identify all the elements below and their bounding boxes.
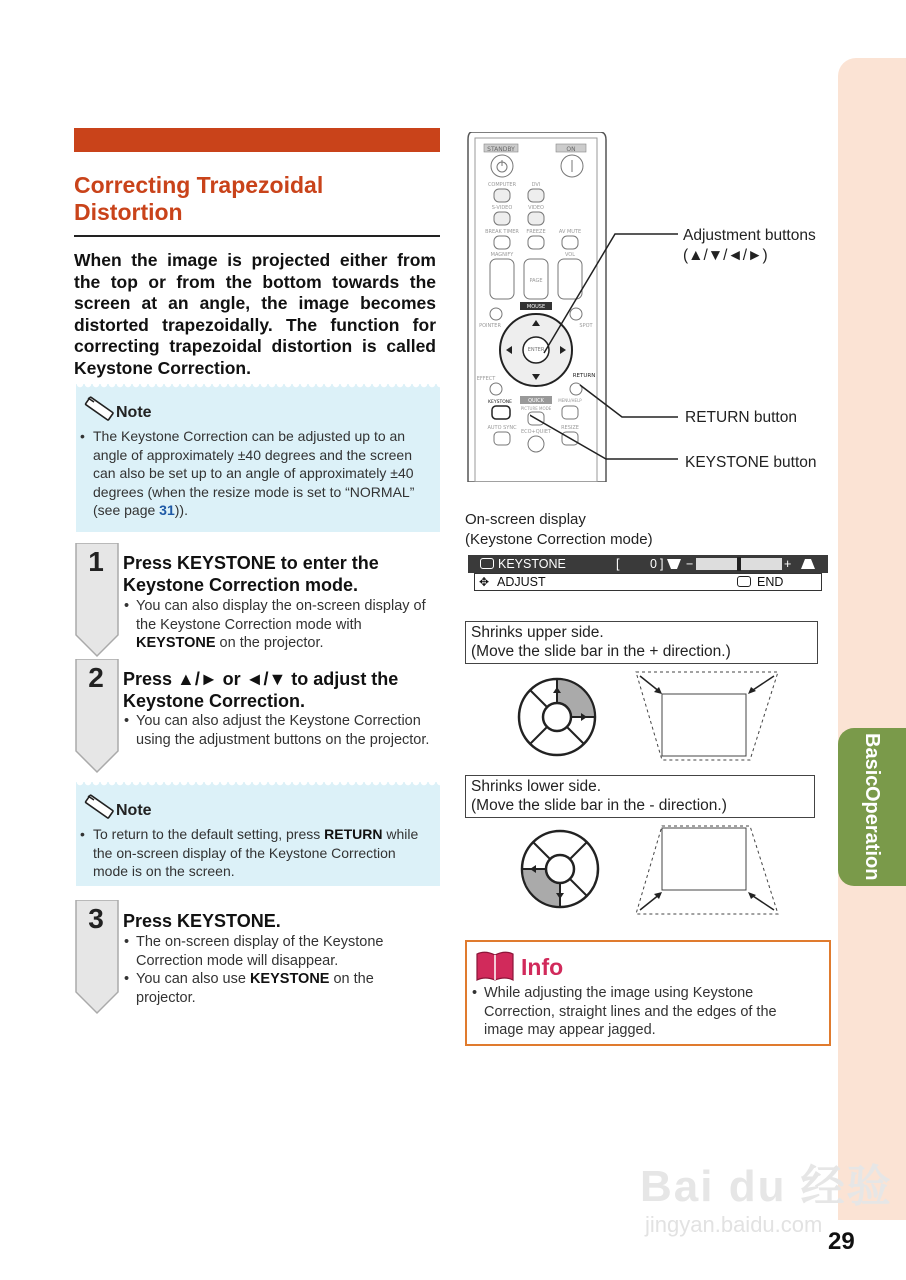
step-2-body: • You can also adjust the Keystone Correction using the adjustment buttons on the projector. xyxy=(124,713,430,748)
svg-text:FREEZE: FREEZE xyxy=(526,229,546,235)
page-title xyxy=(74,172,440,226)
cross-arrows-icon: ✥ xyxy=(479,575,490,589)
osd-keystone-row: KEYSTONE [ 0 ] − + xyxy=(468,555,828,573)
intro-paragraph: When the image is projected either from the top or from the bottom towards the screen at an angle, the image becomes distorted trapezoidally. The function for correcting trapezoidal distortion is called Keystone Correction. xyxy=(74,250,436,378)
svg-text:MAGNIFY: MAGNIFY xyxy=(490,252,514,258)
step-3-title: Press KEYSTONE. xyxy=(123,911,281,931)
svg-text:S-VIDEO: S-VIDEO xyxy=(491,205,513,211)
pencil-icon xyxy=(82,792,118,822)
callout-lines xyxy=(527,225,680,470)
keystone-icon xyxy=(480,558,494,569)
svg-text:MENU/HELP: MENU/HELP xyxy=(558,398,582,403)
note-text-a: The Keystone Correction can be adjusted up to an angle of approximately ±40 degrees and the screen can also be set up to an angle of approximately ±40 degrees (when the resize mode is set to “NORMAL” (see page xyxy=(93,428,415,518)
svg-text:ECO+QUIET: ECO+QUIET xyxy=(520,429,552,435)
info-text: • While adjusting the image using Keystone Correction, straight lines and the edges of the image may appear jagged. xyxy=(472,985,777,1038)
osd-hint-row: ✥ ADJUST END xyxy=(474,573,822,591)
svg-text:EFFECT: EFFECT xyxy=(476,376,496,382)
note-bullet: • xyxy=(80,428,85,444)
keystone-icon xyxy=(737,576,751,587)
callout-return-button: RETURN button xyxy=(685,409,797,426)
note-box-2 xyxy=(76,782,440,886)
step-3-number: 3 xyxy=(88,903,104,934)
callout-keystone-button: KEYSTONE button xyxy=(685,454,817,471)
svg-text:COMPUTER: COMPUTER xyxy=(487,182,517,188)
svg-text:RESIZE: RESIZE xyxy=(561,425,579,431)
page-title-line2: Distortion xyxy=(74,199,183,225)
info-box xyxy=(465,940,831,1046)
callout-adjustment-buttons: Adjustment buttons (▲/▼/◄/►) xyxy=(683,227,816,264)
page-ref-link[interactable]: 31 xyxy=(159,502,175,518)
note-text xyxy=(80,427,431,520)
page-number: 29 xyxy=(828,1228,855,1255)
page-title-line1: Correcting Trapezoidal xyxy=(74,172,324,198)
section-tab[interactable] xyxy=(838,728,906,886)
shrink-lower-icon xyxy=(800,558,816,570)
svg-text:QUICK: QUICK xyxy=(528,398,544,404)
section-tab-line1: Basic xyxy=(861,733,883,787)
section-tab-line2: Operation xyxy=(861,786,883,881)
note-text: • To return to the default setting, press RETURN while the on-screen display of the Keystone Correction mode is on the screen. xyxy=(80,826,419,879)
svg-text:ON: ON xyxy=(566,146,576,153)
book-icon xyxy=(475,950,515,982)
svg-text:PAGE: PAGE xyxy=(529,278,543,284)
dpad-up-right-icon xyxy=(516,676,598,758)
svg-text:AV MUTE: AV MUTE xyxy=(558,229,582,235)
svg-text:SPOT: SPOT xyxy=(579,323,593,329)
svg-text:MOUSE: MOUSE xyxy=(526,304,546,310)
svg-text:POINTER: POINTER xyxy=(479,323,501,329)
osd-keystone-label: KEYSTONE xyxy=(498,557,566,571)
info-heading: Info xyxy=(521,954,564,980)
svg-text:BREAK TIMER: BREAK TIMER xyxy=(485,229,519,235)
osd-panel xyxy=(468,555,828,591)
watermark-brand: Bai du 经验 xyxy=(640,1162,893,1211)
keystone-slider[interactable] xyxy=(696,558,782,570)
svg-text:RETURN: RETURN xyxy=(572,373,596,379)
title-bar xyxy=(74,128,440,152)
osd-keystone-value: 0 xyxy=(650,557,657,571)
svg-text:ENTER: ENTER xyxy=(527,347,545,353)
pencil-icon xyxy=(82,394,118,424)
note-heading: Note xyxy=(116,802,152,819)
svg-text:VIDEO: VIDEO xyxy=(528,205,544,211)
trapezoid-lower-diagram xyxy=(632,824,782,918)
step-1-number: 1 xyxy=(88,546,104,577)
note-heading: Note xyxy=(116,404,152,421)
title-rule xyxy=(74,235,440,237)
step-1-title: Press KEYSTONE to enter the Keystone Correction mode. xyxy=(123,553,379,595)
shrink-upper-icon xyxy=(666,558,682,570)
watermark-url: jingyan.baidu.com xyxy=(645,1212,823,1237)
shrink-upper-label: Shrinks upper side. (Move the slide bar in the + direction.) xyxy=(465,621,818,664)
step-2-number: 2 xyxy=(88,662,104,693)
slider-thumb[interactable] xyxy=(737,557,741,571)
svg-text:AUTO SYNC: AUTO SYNC xyxy=(487,425,517,431)
step-2-title: Press ▲/► or ◄/▼ to adjust the Keystone Correction. xyxy=(123,669,399,711)
step-1-body: • You can also display the on-screen display of the Keystone Correction mode with KEYSTONE on the projector. xyxy=(124,598,426,651)
svg-text:KEYSTONE: KEYSTONE xyxy=(488,400,512,405)
step-3-body: • The on-screen display of the Keystone Correction mode will disappear. • You can also use KEYSTONE on the projector. xyxy=(124,934,384,1006)
osd-caption: On-screen display (Keystone Correction mode) xyxy=(465,511,653,548)
shrink-lower-label: Shrinks lower side. (Move the slide bar in the - direction.) xyxy=(465,775,815,818)
svg-text:DVI: DVI xyxy=(531,182,541,188)
trapezoid-upper-diagram xyxy=(632,668,782,762)
svg-text:PICTURE MODE: PICTURE MODE xyxy=(520,406,552,411)
note-text-b: )). xyxy=(174,502,188,518)
dpad-down-left-icon xyxy=(519,828,601,910)
svg-text:VOL: VOL xyxy=(564,252,576,258)
note-box-1 xyxy=(76,384,440,532)
remote-label-standby: STANDBY xyxy=(487,146,515,153)
side-strip xyxy=(838,58,906,1220)
